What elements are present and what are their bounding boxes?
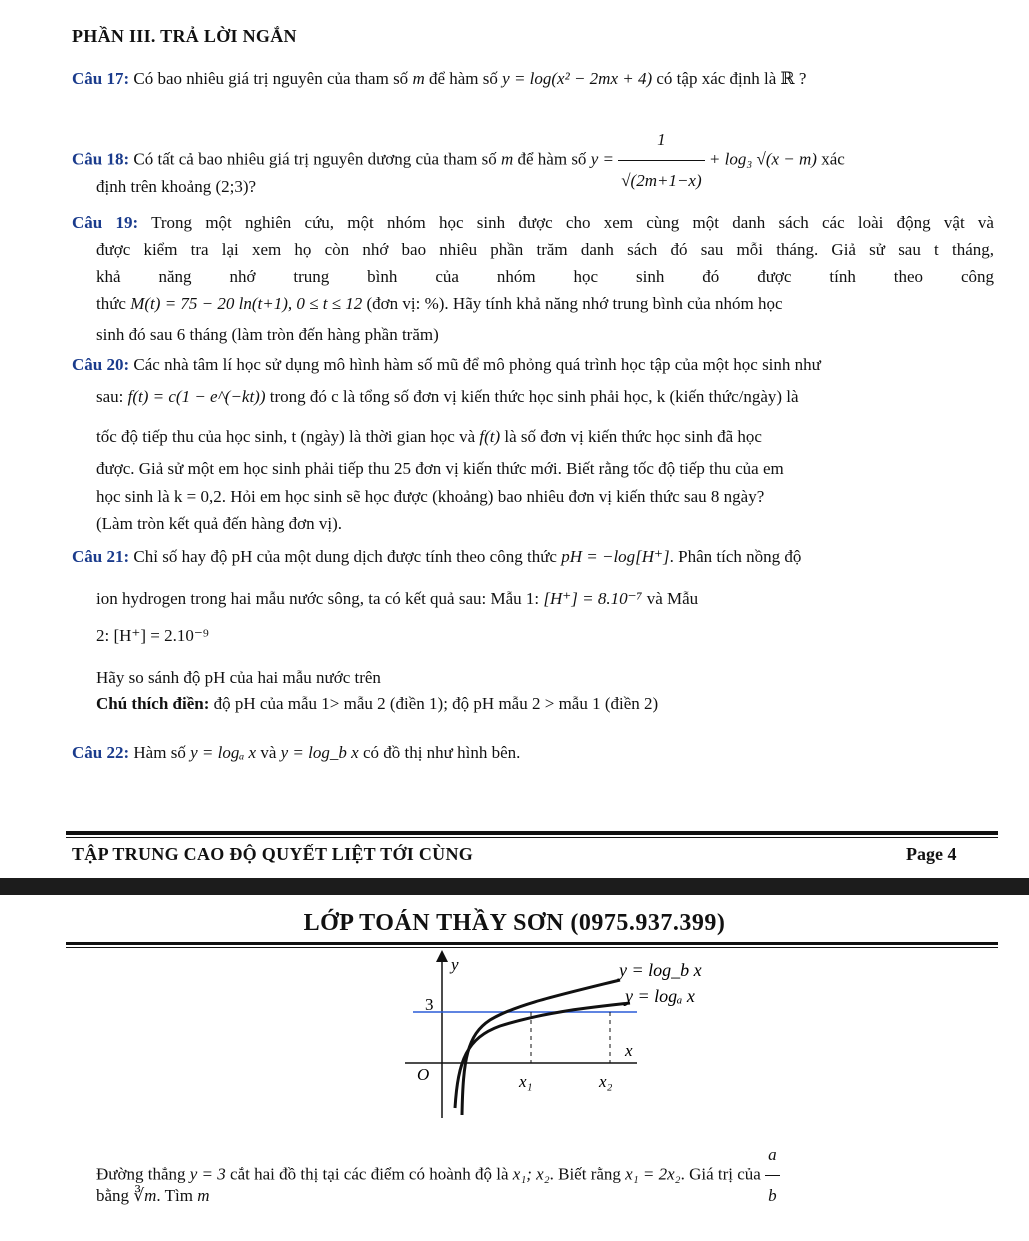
section-title: PHẦN III. TRẢ LỜI NGẮN: [72, 26, 297, 46]
q20-line6: (Làm tròn kết quả đến hàng đơn vị).: [96, 514, 342, 533]
q19-line1: Câu 19: Trong một nghiên cứu, một nhóm học sinh được cho xem cùng một danh sách các loài động vật và: [72, 213, 994, 232]
q18-label: Câu 18:: [72, 149, 130, 169]
q20-formula: f(t) = c(1 − e^(−kt)): [127, 387, 266, 406]
q20-line3: tốc độ tiếp thu của học sinh, t (ngày) là thời gian học và f(t) là số đơn vị kiến thức học sinh đã học: [96, 427, 762, 446]
x-axis-label: x: [625, 1041, 633, 1060]
curve-log-a: [455, 1003, 630, 1108]
label-log-b: y = log_b x: [619, 960, 702, 980]
question-22: Câu 22: Hàm số y = logₐ x và y = log_b x có đồ thị như hình bên.: [72, 743, 521, 762]
footer-rule: [66, 831, 998, 835]
q20-line4: được. Giả sử một em học sinh phải tiếp thu 25 đơn vị kiến thức mới. Biết rằng tốc độ tiếp thu của em: [96, 459, 784, 478]
question-17: Câu 17: Có bao nhiêu giá trị nguyên của tham số m để hàm số y = log(x² − 2mx + 4) có tập xác định là ℝ ?: [72, 69, 807, 88]
x1-label: x₁: [519, 1072, 533, 1091]
header-rule-thin: [66, 947, 998, 948]
q20-line1: Câu 20: Các nhà tâm lí học sử dụng mô hình hàm số mũ để mô phỏng quá trình học tập của một học sinh như: [72, 355, 821, 374]
y-axis-label: y: [451, 955, 459, 974]
tick-3-label: 3: [425, 995, 434, 1014]
q19-line2: được kiểm tra lại xem họ còn nhớ bao nhiêu phần trăm danh sách đó sau mỗi tháng. Giả sử sau t tháng,: [96, 240, 994, 259]
log-graph: [405, 950, 735, 1120]
q21-line5: Chú thích điền: độ pH của mẫu 1> mẫu 2 (điền 1); độ pH mẫu 2 > mẫu 1 (điền 2): [96, 694, 659, 713]
label-log-a: y = logₐ x: [625, 986, 695, 1006]
q19-line4: thức M(t) = 75 − 20 ln(t+1), 0 ≤ t ≤ 12 (đơn vị: %). Hãy tính khả năng nhớ trung bình của nhóm học: [96, 294, 783, 313]
q19-line5: sinh đó sau 6 tháng (làm tròn đến hàng phần trăm): [96, 325, 439, 344]
q22-after-line1: Đường thẳng y = 3 cắt hai đồ thị tại các điểm có hoành độ là x₁; x₂. Biết rằng x₁ = 2x₂. Giá trị của $\frac{a}{b}$: [96, 1135, 780, 1216]
q19-line3: khả năng nhớ trung bình của nhóm học sinh đó được tính theo công: [96, 267, 994, 286]
footer-rule-thin: [66, 837, 998, 838]
header-rule: [66, 942, 998, 945]
q17-formula: y = log(x² − 2mx + 4): [502, 69, 653, 88]
q22-after-line2: bằng ∛m. Tìm m: [96, 1186, 210, 1205]
q21-line4: Hãy so sánh độ pH của hai mẫu nước trên: [96, 668, 381, 687]
q21-formula: pH = −log[H⁺]: [561, 547, 670, 566]
curve-log-b: [462, 980, 620, 1115]
q19-formula: M(t) = 75 − 20 ln(t+1), 0 ≤ t ≤ 12: [130, 294, 363, 313]
q20-line2: sau: f(t) = c(1 − e^(−kt)) trong đó c là tổng số đơn vị kiến thức học sinh phải học, k (kiến thức/ngày) là: [96, 387, 799, 406]
page-gap: [0, 878, 1029, 895]
question-18: Câu 18: Có tất cả bao nhiêu giá trị nguyên dương của tham số m để hàm số y = $\frac{1}{√(2m+1-x)}$ + log₃ √(x − m) xác: [72, 120, 845, 201]
page-number: Page 4: [906, 844, 957, 864]
footer-slogan: TẬP TRUNG CAO ĐỘ QUYẾT LIỆT TỚI CÙNG: [72, 844, 474, 864]
x2-label: x₂: [599, 1072, 613, 1091]
q21-line2: ion hydrogen trong hai mẫu nước sông, ta có kết quả sau: Mẫu 1: [H⁺] = 8.10⁻⁷ và Mẫu: [96, 589, 699, 608]
q18-fraction: $\frac{1}{√(2m+1-x)}$: [618, 120, 704, 201]
q18-line2: định trên khoảng (2;3)?: [96, 177, 257, 196]
origin-label: O: [417, 1065, 430, 1084]
q20-line5: học sinh là k = 0,2. Hỏi em học sinh sẽ học được (khoảng) bao nhiêu đơn vị kiến thức sau 8 ngày?: [96, 487, 765, 506]
q21-line1: Câu 21: Chỉ số hay độ pH của một dung dịch được tính theo công thức pH = −log[H⁺]. Phân tích nồng độ: [72, 547, 802, 566]
page-header: LỚP TOÁN THẦY SƠN (0975.937.399): [303, 910, 726, 936]
q21-line3: 2: [H⁺] = 2.10⁻⁹: [96, 626, 209, 645]
q17-label: Câu 17:: [72, 69, 130, 88]
q22-fraction: $\frac{a}{b}$: [765, 1135, 780, 1216]
